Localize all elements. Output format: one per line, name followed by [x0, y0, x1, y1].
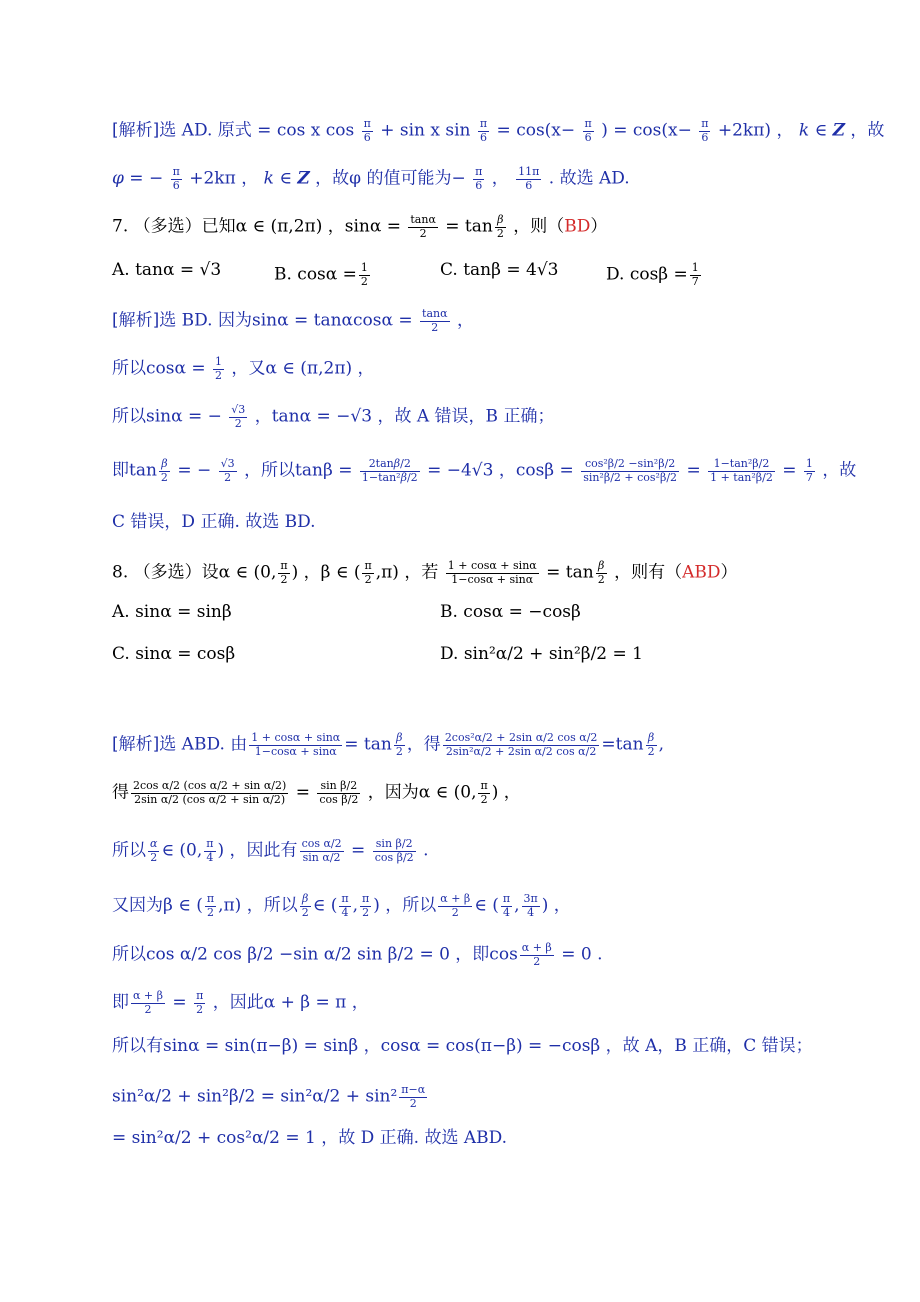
- answer-text: ABD: [682, 562, 721, 583]
- den: 1−cosα + sinα: [451, 572, 534, 586]
- answer-text: BD: [564, 216, 591, 237]
- fraction: [229, 404, 247, 430]
- text: β: [393, 457, 401, 470]
- fraction: [581, 458, 679, 484]
- text: ）: [590, 216, 608, 237]
- text: ) ，: [491, 782, 521, 803]
- text: = tan: [546, 562, 594, 583]
- text: 7. （多选）已知α ∈ (π,2π) ，sinα =: [112, 216, 401, 237]
- den: 2: [364, 572, 372, 586]
- text: ，故: [850, 120, 885, 141]
- den: 6: [584, 130, 592, 144]
- fraction: [583, 118, 594, 144]
- text: B. cosα = −cosβ: [440, 602, 581, 622]
- text: +2kπ) ，: [717, 120, 794, 141]
- q8-solution-line-2: [112, 780, 810, 806]
- text: = sin²α/2 + cos²α/2 = 1 ，故 D 正确. 故选 ABD.: [112, 1128, 508, 1148]
- q8-solution-line-7: [112, 1036, 813, 1056]
- fraction: [399, 1084, 427, 1110]
- text: k ∈: [798, 120, 828, 141]
- fraction: [520, 942, 554, 968]
- text: A. sinα = sinβ: [112, 602, 232, 622]
- fraction: [362, 560, 373, 586]
- fraction: [443, 732, 600, 758]
- text: 又因为β ∈ (: [112, 895, 203, 916]
- den: 6: [363, 130, 371, 144]
- text: ）: [720, 562, 738, 583]
- den: 2: [431, 320, 439, 334]
- den: 2: [280, 572, 288, 586]
- text: ，因此α + β = π ，: [212, 992, 369, 1013]
- fraction: [339, 893, 350, 919]
- text: k ∈: [263, 168, 292, 189]
- text: ，tanα = −√3 ，故 A 错误，B 正确；: [254, 406, 555, 427]
- num: √3: [220, 457, 235, 470]
- text: = 0 .: [561, 944, 603, 965]
- text: ∈ (0,: [161, 840, 203, 861]
- text: 1−tan²: [361, 470, 401, 484]
- text: 所以cosα =: [112, 358, 206, 379]
- den: 2: [206, 905, 214, 919]
- den: 6: [172, 178, 180, 192]
- q7-solution-line-3: [112, 404, 810, 430]
- text: ) = cos(x−: [601, 120, 692, 141]
- text: A. tanα = √3: [112, 260, 222, 280]
- q8-solution-line-4: 又因为β ∈ ( $\frac{\pi}{2}$ ,π) ，所以 $\frac{\beta}{2}$ ∈ ( $\frac{\pi}{4}$ , $\frac{\pi}{2}$ ) ，所以 $\frac{\alpha + \beta}{2}$ ∈ ( $\frac{\pi}{4}$ , $\frac{3\pi}{4}$ ) ，: [112, 892, 571, 919]
- num: cos α/2: [301, 837, 342, 850]
- den: 2: [496, 226, 504, 240]
- den: 2: [480, 792, 488, 806]
- fraction: [159, 458, 170, 484]
- jiexi-label: [解析]: [112, 120, 160, 141]
- den: 6: [701, 130, 709, 144]
- q8-solution-line-1: [112, 732, 810, 758]
- text: ，: [491, 168, 509, 189]
- text: =: [686, 460, 701, 481]
- text: ，因为α ∈ (0,: [367, 782, 477, 803]
- fraction: [690, 262, 701, 288]
- text: ，: [456, 310, 474, 331]
- q7-stem: [112, 214, 810, 240]
- num: tanα: [422, 307, 448, 320]
- q7-solution-line-2: [112, 356, 810, 382]
- den: 2: [224, 470, 232, 484]
- den: 2: [360, 274, 368, 288]
- den: 2: [419, 226, 427, 240]
- num: π: [341, 892, 349, 905]
- fraction: $\frac{2\tan\beta/2}{\text{1−tan²β/2}}$: [361, 457, 418, 484]
- text: =tan: [601, 734, 644, 755]
- den: 2: [597, 572, 605, 586]
- text: =: [782, 460, 797, 481]
- q7-solution-line-1: [112, 308, 810, 334]
- den: 4: [341, 905, 349, 919]
- num: α + β: [521, 941, 552, 954]
- num: β: [394, 732, 405, 746]
- text: D. cosβ =: [606, 264, 688, 285]
- num: π: [479, 117, 488, 130]
- q8-solution-line-8: [112, 1084, 810, 1110]
- text: sin²α/2 + sin²β/2 = sin²α/2 + sin²: [112, 1086, 398, 1107]
- den: 2: [395, 744, 403, 758]
- jiexi-label: [解析]: [112, 310, 160, 331]
- num: sin β/2: [317, 780, 360, 794]
- den: 4: [503, 905, 510, 919]
- q7-option-a: [112, 262, 221, 279]
- num: π: [363, 117, 371, 130]
- text: ,π) ，所以: [218, 895, 298, 916]
- den: 2: [144, 1002, 152, 1016]
- den: 7: [805, 470, 813, 484]
- fraction: [148, 838, 159, 864]
- num: β: [159, 458, 170, 472]
- den: 7: [691, 274, 699, 288]
- integer-set: Z: [297, 168, 310, 189]
- num: π: [361, 892, 370, 905]
- q8-option-a: [112, 604, 232, 621]
- q8-option-c: [112, 646, 235, 663]
- text: ) ，因此有: [217, 840, 298, 861]
- text: ，得: [406, 734, 441, 755]
- text: 所以cos α/2 cos β/2 −sin α/2 sin β/2 = 0 ，即cos: [112, 944, 518, 965]
- text: 2tan: [368, 457, 394, 470]
- den: 2: [150, 850, 158, 864]
- text: ，则（: [513, 216, 565, 237]
- text: ，又α ∈ (π,2π) ，: [231, 358, 375, 379]
- q7-solution-line-5: [112, 514, 810, 531]
- fraction: [495, 214, 506, 240]
- text: + sin x sin: [380, 120, 471, 141]
- num: π: [172, 165, 180, 178]
- text: 8. （多选）设α ∈ (0,: [112, 562, 277, 583]
- den: 2: [362, 905, 370, 919]
- text: C 错误，D 正确. 故选 BD.: [112, 512, 316, 532]
- num: 1 + cosα + sinα: [447, 559, 537, 572]
- text: ，故φ 的值可能为−: [315, 168, 466, 189]
- den: sin²β/2 + cos²β/2: [583, 470, 678, 484]
- text: = tan: [344, 734, 392, 755]
- num: π: [701, 117, 709, 130]
- fraction: [204, 838, 215, 864]
- num: 1: [691, 261, 699, 274]
- num: π: [480, 779, 488, 792]
- num: cos²β/2 −sin²β/2: [581, 458, 679, 472]
- text: = −4√3 ，cosβ =: [427, 460, 574, 481]
- fraction: [804, 458, 815, 484]
- num: 11π: [518, 165, 540, 178]
- text: ) ，: [541, 895, 571, 916]
- q6-solution-line-1: [112, 117, 885, 144]
- q8-option-d: [440, 646, 643, 663]
- num: β: [646, 732, 657, 746]
- text: =: [351, 840, 366, 861]
- text: 即: [112, 992, 129, 1013]
- num: 1: [805, 457, 813, 470]
- fraction: [249, 732, 342, 758]
- fraction: [646, 732, 657, 758]
- num: 3π: [523, 892, 538, 905]
- q7-solution-line-4: [112, 457, 857, 484]
- fraction: [131, 780, 288, 806]
- fraction: [699, 118, 710, 144]
- num: π: [196, 989, 204, 1002]
- text: 选 BD. 因为sinα = tanαcosα =: [159, 310, 413, 331]
- text: ，故: [822, 460, 857, 481]
- den: 2: [647, 744, 655, 758]
- fraction: [360, 893, 371, 919]
- text: ，所以tanβ =: [244, 460, 353, 481]
- fraction: [473, 166, 484, 192]
- text: C. tanβ = 4√3: [440, 260, 559, 280]
- text: 所以有sinα = sin(π−β) = sinβ ，cosα = cos(π−β) = −cosβ ，故 A，B 正确，C 错误；: [112, 1036, 813, 1056]
- fraction: [501, 893, 512, 919]
- den: 2: [160, 470, 168, 484]
- num: α + β: [440, 892, 471, 905]
- fraction: [516, 166, 541, 192]
- fraction: [278, 560, 289, 586]
- num: π: [364, 559, 372, 572]
- q8-stem: [112, 560, 810, 586]
- text: 得: [112, 782, 129, 803]
- q7-option-b: [274, 262, 372, 288]
- text: +2kπ ，: [189, 168, 259, 189]
- fraction: [478, 118, 489, 144]
- num: β: [300, 893, 311, 907]
- den: cos β/2: [374, 850, 414, 864]
- text: =: [172, 992, 187, 1013]
- num: α + β: [133, 989, 163, 1002]
- text: D. sin²α/2 + sin²β/2 = 1: [440, 644, 643, 664]
- num: π: [475, 165, 483, 178]
- den: 4: [527, 905, 535, 919]
- integer-set: Z: [832, 120, 845, 141]
- fraction: [362, 118, 373, 144]
- fraction: [171, 166, 182, 192]
- q7-option-d: [606, 262, 703, 288]
- num: π: [206, 837, 214, 850]
- num: 2cos²α/2 + 2sin α/2 cos α/2: [444, 731, 598, 744]
- num: 1 + cosα + sinα: [251, 731, 341, 744]
- den: 2: [234, 416, 242, 430]
- text: ) ，所以: [373, 895, 437, 916]
- text: φ = −: [112, 168, 164, 189]
- num: √3: [231, 403, 246, 416]
- fraction: [213, 356, 224, 382]
- text: =: [295, 782, 310, 803]
- text: 选 ABD. 由: [159, 734, 248, 755]
- fraction: [522, 893, 540, 919]
- den: 2: [196, 1002, 204, 1016]
- text: 即tan: [112, 460, 157, 481]
- den: 6: [475, 178, 483, 192]
- jiexi-label: [解析]: [112, 734, 160, 755]
- num: β: [495, 214, 506, 228]
- text: ,: [658, 734, 664, 755]
- fraction: [373, 838, 416, 864]
- num: π: [502, 892, 511, 905]
- q8-solution-line-3: [112, 838, 810, 864]
- den: 1−cosα + sinα: [254, 744, 337, 758]
- fraction: [317, 780, 360, 806]
- den: 2sin²α/2 + 2sin α/2 cos α/2: [445, 744, 597, 758]
- q7-option-c: [440, 262, 558, 279]
- fraction: [205, 893, 216, 919]
- q6-solution-line-2: [112, 166, 810, 192]
- num: tanα: [410, 213, 436, 226]
- den: cos β/2: [319, 792, 359, 806]
- text: ∈ (: [312, 895, 338, 916]
- num: α: [150, 837, 158, 850]
- den: 2: [301, 905, 309, 919]
- text: 选 AD. 原式 = cos x cos: [159, 120, 355, 141]
- text: 所以: [112, 840, 146, 861]
- fraction: [478, 780, 489, 806]
- den: sin α/2: [302, 850, 341, 864]
- num: 1: [360, 261, 368, 274]
- q8-option-b: [440, 604, 581, 621]
- fraction: [300, 838, 344, 864]
- text: B. cosα =: [274, 264, 357, 285]
- text: . 故选 AD.: [548, 168, 630, 189]
- den: 2: [215, 368, 223, 382]
- text: β: [400, 470, 407, 484]
- num: π: [280, 559, 288, 572]
- fraction: [708, 458, 775, 484]
- den: 1 + tan²β/2: [710, 470, 773, 484]
- q8-solution-line-6: [112, 990, 810, 1016]
- num: 1−tan²β/2: [708, 458, 775, 472]
- den: 2: [409, 1096, 417, 1110]
- text: ，则有（: [614, 562, 683, 583]
- text: ,π) ，若: [375, 562, 439, 583]
- q8-solution-line-5: [112, 942, 810, 968]
- text: = −: [177, 460, 212, 481]
- text: C. sinα = cosβ: [112, 644, 236, 664]
- num: 1: [215, 355, 223, 368]
- q8-solution-line-9: [112, 1130, 810, 1147]
- fraction: [359, 262, 370, 288]
- text: = cos(x−: [496, 120, 576, 141]
- num: π: [206, 892, 215, 905]
- num: β: [596, 560, 607, 574]
- num: π−α: [401, 1083, 426, 1096]
- text: 所以sinα = −: [112, 406, 222, 427]
- den: 4: [206, 850, 214, 864]
- num: sin β/2: [373, 838, 416, 852]
- num: 2cos α/2 (cos α/2 + sin α/2): [133, 779, 287, 792]
- fraction: [394, 732, 405, 758]
- num: π: [584, 117, 592, 130]
- fraction: [219, 458, 237, 484]
- fraction: [420, 308, 450, 334]
- text: ∈ (: [474, 895, 499, 916]
- den: 6: [480, 130, 488, 144]
- fraction: [408, 214, 438, 240]
- den: 6: [525, 178, 533, 192]
- fraction: [194, 990, 205, 1016]
- text: .: [423, 840, 429, 861]
- fraction: [438, 893, 472, 919]
- fraction: [300, 893, 311, 919]
- den: 2: [451, 905, 459, 919]
- fraction: [131, 990, 165, 1016]
- text: ) ，β ∈ (: [291, 562, 361, 583]
- fraction: [446, 560, 539, 586]
- text: = tan: [445, 216, 493, 237]
- den: 2: [533, 954, 541, 968]
- den: 2sin α/2 (cos α/2 + sin α/2): [134, 792, 286, 806]
- fraction: [596, 560, 607, 586]
